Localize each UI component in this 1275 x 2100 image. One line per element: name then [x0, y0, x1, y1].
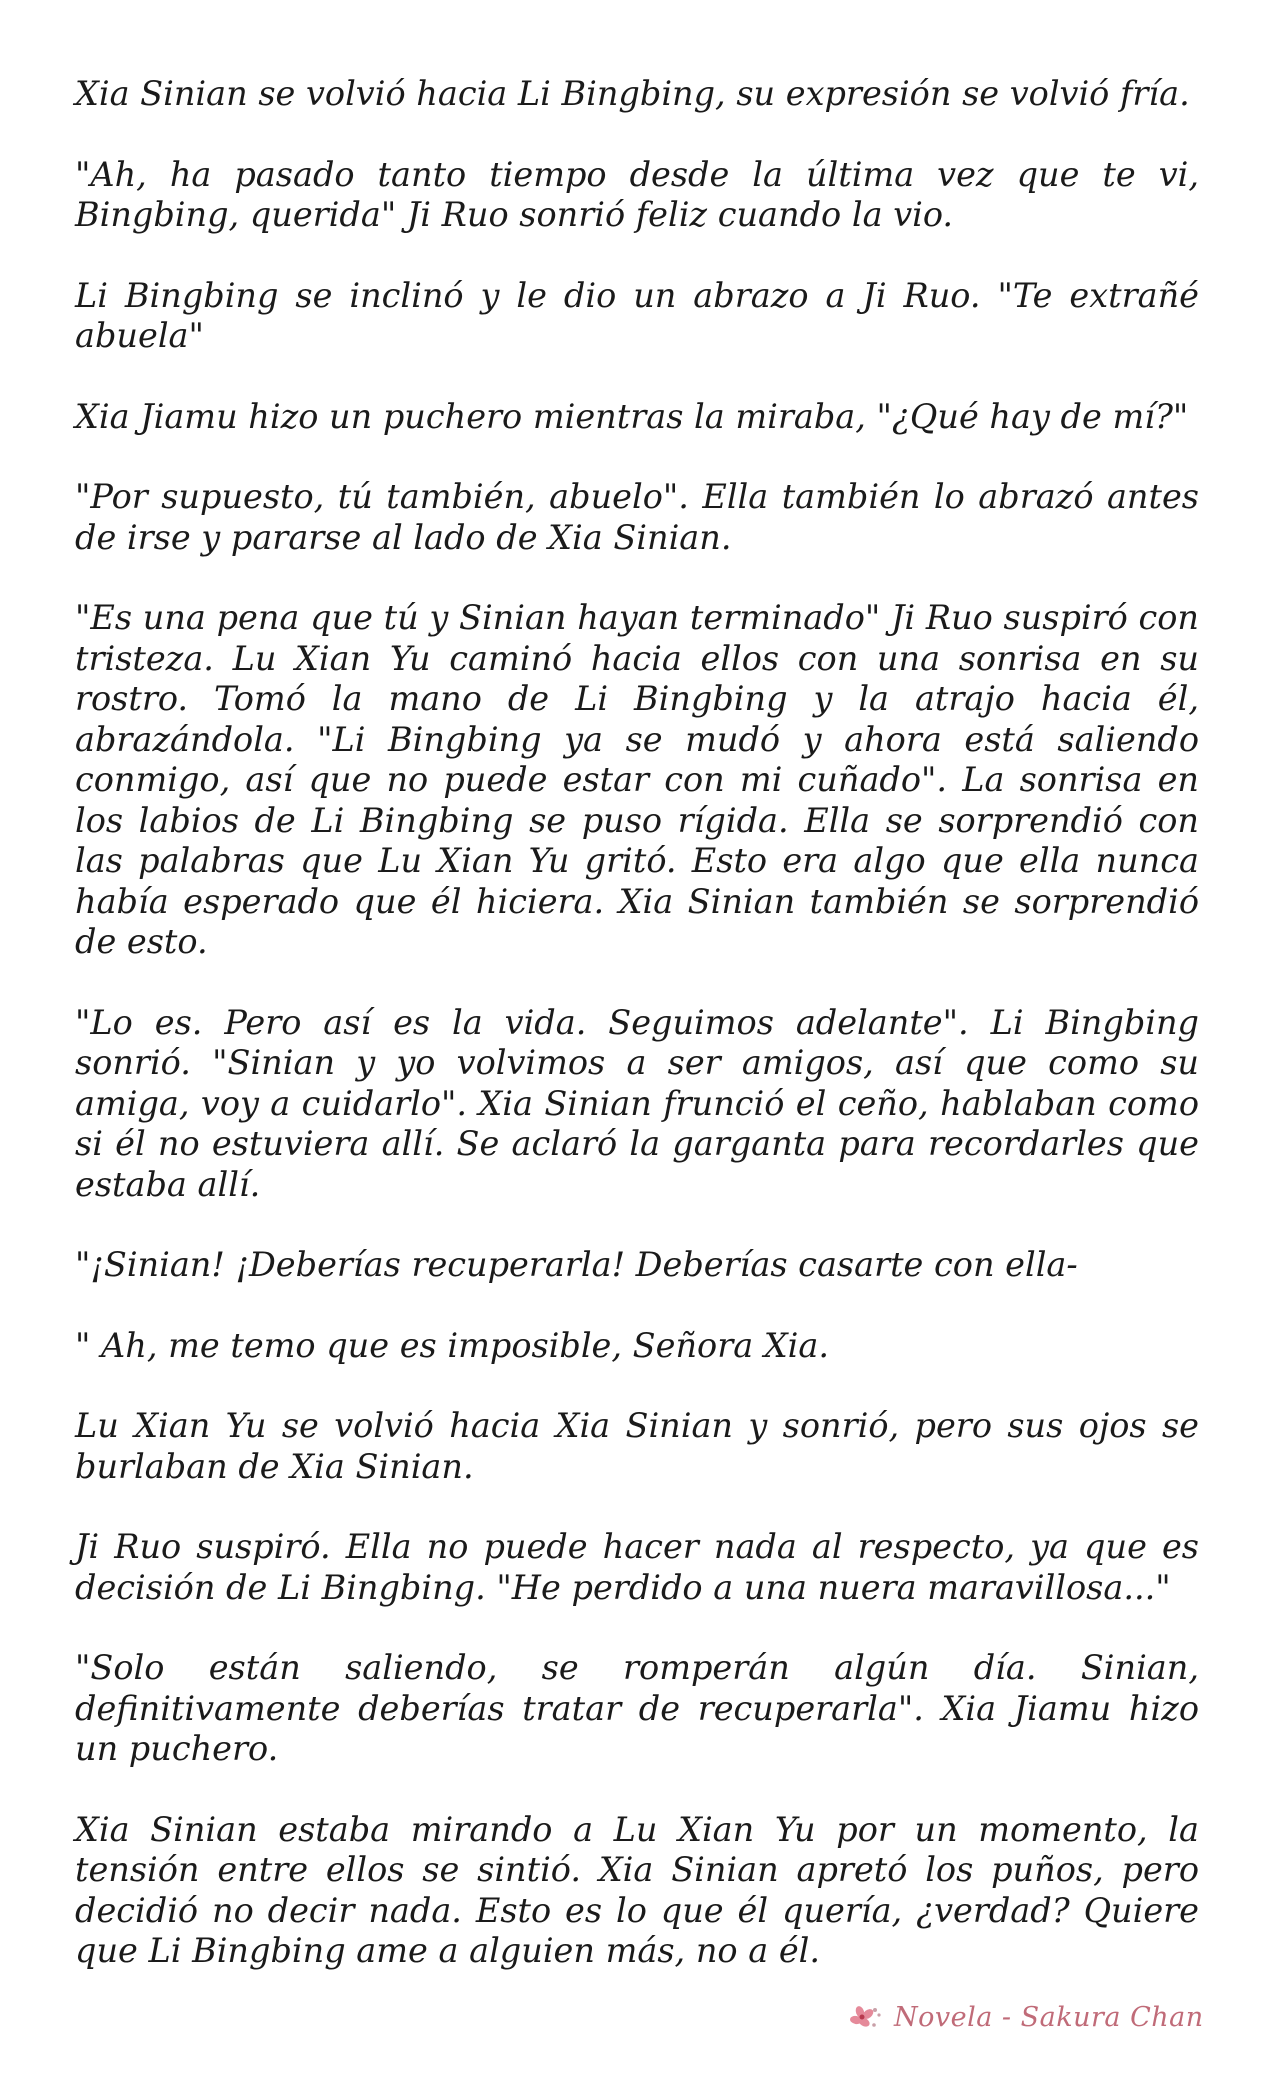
document-body [75, 74, 1199, 1972]
paragraph: "Por supuesto, tú también, abuelo". Ella también lo abrazó antes de irse y pararse al lado de Xia Sinian. [75, 477, 1199, 557]
paragraph: " Ah, me temo que es imposible, Señora Xia. [75, 1325, 830, 1365]
paragraph: Xia Sinian se volvió hacia Li Bingbing, su expresión se volvió fría. [75, 74, 1190, 113]
paragraph: "Solo están saliendo, se romperán algún día. Sinian, definitivamente deberías tratar de recuperarla". Xia Jiamu hizo un puchero. [75, 1648, 1199, 1768]
paragraph: Xia Jiamu hizo un puchero mientras la miraba, "¿Qué hay de mí?" [75, 396, 1189, 436]
paragraph: "Es una pena que tú y Sinian hayan terminado" Ji Ruo suspiró con tristeza. Lu Xian Yu caminó hacia ellos con una sonrisa en su rostro. Tomó la mano de Li Bingbing y la atrajo hacia él, abrazándola. "Li Bingbing ya se mudó y ahora está saliendo conmigo, así que no puede estar con mi cuñado". La sonrisa en los labios de Li Bingbing se puso rígida. Ella se sorprendió con las palabras que Lu Xian Yu gritó. Esto era algo que ella nunca había esperado que él hiciera. Xia Sinian también se sorprendió de esto. [75, 598, 1199, 961]
sakura-flower-icon [848, 2003, 884, 2033]
paragraph: Xia Sinian estaba mirando a Lu Xian Yu por un momento, la tensión entre ellos se sintió. Xia Sinian apretó los puños, pero decidió no decir nada. Esto es lo que él quería, ¿verdad? Quiere que Li Bingbing ame a alguien más, no a él. [75, 1809, 1199, 1970]
paragraph: Ji Ruo suspiró. Ella no puede hacer nada al respecto, ya que es decisión de Li Bingbing. "He perdido a una nuera maravillosa..." [75, 1527, 1199, 1607]
paragraph: "Lo es. Pero así es la vida. Seguimos adelante". Li Bingbing sonrió. "Sinian y yo volvimos a ser amigos, así que como su amiga, voy a cuidarlo". Xia Sinian frunció el ceño, hablaban como si él no estuviera allí. Se aclaró la garganta para recordarles que estaba allí. [75, 1002, 1199, 1204]
paragraph: Lu Xian Yu se volvió hacia Xia Sinian y sonrió, pero sus ojos se burlaban de Xia Sinian. [75, 1406, 1199, 1486]
paragraph: Li Bingbing se inclinó y le dio un abrazo a Ji Ruo. "Te extrañé abuela" [75, 275, 1199, 355]
watermark-text: Novela - Sakura Chan [894, 2002, 1204, 2033]
watermark [848, 2002, 1204, 2033]
paragraph: "¡Sinian! ¡Deberías recuperarla! Deberías casarte con ella- [75, 1245, 1078, 1284]
paragraph: "Ah, ha pasado tanto tiempo desde la última vez que te vi, Bingbing, querida" Ji Ruo sonrió feliz cuando la vio. [75, 154, 1199, 234]
